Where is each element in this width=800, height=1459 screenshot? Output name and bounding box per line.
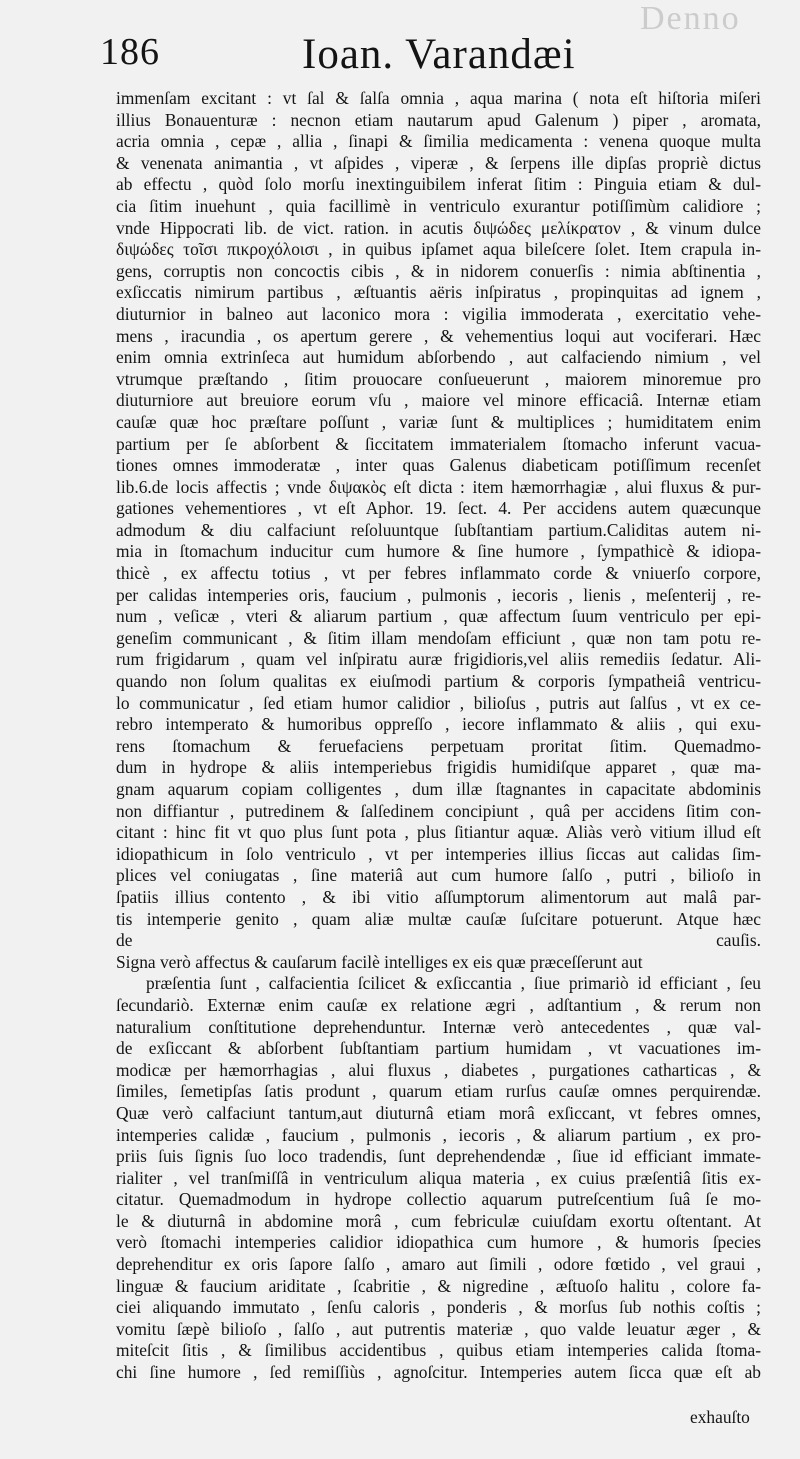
text-line: enim omnia extrinſeca aut humidum abſorbendo , aut calfaciendo nimium , vel	[116, 347, 761, 368]
text-line: dum in hydrope & aliis intemperiebus frigidis humidiſque apparet , quæ ma-	[116, 757, 761, 778]
page-header	[100, 30, 780, 92]
text-line: plices vel coniugatas , ſine materiâ aut cum humore ſalſo , putri , bilioſo in	[116, 865, 761, 886]
text-line: citatur. Quemadmodum in hydrope collectio aquarum putreſcentium ſuâ ſe mo-	[116, 1189, 761, 1210]
text-line: diuturnior in balneo aut laconico mora : vigilia immoderata , exercitatio vehe-	[116, 303, 761, 324]
text-line: de cauſis.	[116, 930, 761, 951]
text-line: verò ſtomachi intemperies calidior idiopathica cum humore , & humoris ſpecies	[116, 1232, 761, 1253]
text-line: διψώδες τοῖσι πικροχόλοισι , in quibus ipſamet aqua bileſcere ſolet. Item crapula in-	[116, 239, 761, 260]
text-line: vnde Hippocrati lib. de vict. ration. in acutis διψώδες μελίκρατον , & vinum dulce	[116, 217, 761, 238]
text-line: intemperies calidæ , faucium , pulmonis , iecoris , & aliarum partium , ex pro-	[116, 1124, 761, 1145]
text-line: de exſiccant & abſorbent ſubſtantiam partium humidam , vt vacuationes im-	[116, 1038, 761, 1059]
text-line: Signa verò affectus & cauſarum facilè intelliges ex eis quæ præceſſerunt aut	[116, 951, 643, 972]
text-line: ciei aliquando immutato , ſenſu caloris , ponderis , & morſus ſub nothis coſtis ;	[116, 1297, 761, 1318]
text-line: thicè , ex affectu totius , vt per febres inflammato corde & vniuerſo corpore,	[116, 563, 761, 584]
text-line: cauſæ quæ hoc præſtare poſſunt , variæ ſunt & multiplices ; humiditatem enim	[116, 411, 761, 432]
text-line: idiopathicum in ſolo ventriculo , vt per intemperies illius ſiccas aut calidas ſim-	[116, 843, 761, 864]
page-number: 186	[100, 31, 160, 73]
text-line: ſpatiis illius contento , & ibi vitio aſſumptorum alimentorum aut malâ par-	[116, 886, 761, 907]
catchword: exhauſto	[690, 1407, 750, 1427]
text-line: geneſim communicant , & ſitim illam mendoſam efficiunt , quæ non tam potu re-	[116, 627, 761, 648]
text-line: per calidas intemperies oris, faucium , pulmonis , iecoris , lienis , meſenterij , re-	[116, 584, 761, 605]
text-line: lo communicatur , ſed etiam humor calidior , bilioſus , putris aut ſalſus , vt ex ce-	[116, 692, 761, 713]
text-line: exſiccatis nimirum partibus , æſtuantis aëris inſpiratus , propinquitas ad ignem ,	[116, 282, 761, 303]
text-line: diuturniore aut breuiore eorum vſu , maiore vel minore efficaciâ. Internæ etiam	[116, 390, 761, 411]
body-text	[116, 88, 761, 1384]
text-line: num , veſicæ , vteri & aliarum partium , quæ affectum ſuum ventriculo per epi-	[116, 606, 761, 627]
text-line: vtrumque præſtando , ſitim prouocare conſueuerunt , maiorem minoremue pro	[116, 368, 761, 389]
text-line: citant : hinc fit vt quo plus ſunt pota , plus ſitiantur aquæ. Aliàs verò vitium illud eſt	[116, 822, 761, 843]
text-line: præſentia ſunt , calfacientia ſcilicet & exſiccantia , ſiue primariò id efficiant , ſeu	[146, 973, 761, 994]
text-line: tis intemperie genito , quam aliæ multæ cauſæ ſuſcitare potuerunt. Atque hæc	[116, 908, 761, 929]
show-through-text: Denno	[640, 0, 741, 37]
text-line: ſecundariò. Externæ enim cauſæ ex relatione ægri , adſtantium , & rerum non	[116, 994, 761, 1015]
text-line: vomitu ſæpè bilioſo , ſalſo , aut putrentis materiæ , quo valde leuatur æger , &	[116, 1318, 761, 1339]
text-line: deprehenditur ex oris ſapore ſalſo , amaro aut ſimili , odore fœtido , vel graui ,	[116, 1254, 761, 1275]
running-head: Ioan. Varandæi	[302, 31, 576, 78]
text-line: ab effectu , quòd ſolo morſu inextinguibilem inferat ſitim : Pinguia etiam & dul-	[116, 174, 761, 195]
text-line: illius Bonauenturæ : necnon etiam nautarum apud Galenum ) piper , aromata,	[116, 109, 761, 130]
text-line: rens ſtomachum & feruefaciens perpetuam proritat ſitim. Quemadmo-	[116, 735, 761, 756]
text-line: le & diuturnâ in abdomine morâ , cum febriculæ cuiuſdam exortu oſtentant. At	[116, 1210, 761, 1231]
text-line: gens, corruptis non concoctis cibis , & in nidorem conuerſis : nimia abſtinentia ,	[116, 260, 761, 281]
text-line: admodum & diu calfaciunt reſoluuntque ſubſtantiam partium.Caliditas autem ni-	[116, 519, 761, 540]
text-line: tiones omnes immoderatæ , inter quas Galenus diabeticam potiſſimum recenſet	[116, 455, 761, 476]
text-line: gationes vehementiores , vt eſt Aphor. 19. ſect. 4. Per accidens autem quæcunque	[116, 498, 761, 519]
text-line: mia in ſtomachum inducitur cum humore & ſine humore , ſympathicè & idiopa-	[116, 541, 761, 562]
text-line: ſimiles, ſemetipſas ſatis produnt , quarum etiam rurſus cauſæ omnes perquirendæ.	[116, 1081, 761, 1102]
text-line: naturalium conſtitutione deprehenduntur. Internæ verò antecedentes , quæ val-	[116, 1016, 761, 1037]
text-line: Quæ verò calfaciunt tantum,aut diuturnâ etiam morâ exſiccant, vt febres omnes,	[116, 1102, 761, 1123]
text-line: miteſcit ſitis , & ſimilibus accidentibus , quibus etiam intemperies calida ſtoma-	[116, 1340, 761, 1361]
text-line: rialiter , vel tranſmiſſâ in ventriculum aliqua materia , ex cuius præſentiâ ſitis ex-	[116, 1167, 761, 1188]
text-line: & venenata animantia , vt aſpides , viperæ , & ſerpens ille dipſas propriè dictus	[116, 152, 761, 173]
text-line: priis ſuis ſignis ſuo loco tradendis, ſunt deprehendendæ , ſiue id efficiant immate-	[116, 1146, 761, 1167]
text-line: non diffiantur , putredinem & ſalſedinem concipiunt , quâ per accidens ſitim con-	[116, 800, 761, 821]
text-line: cia ſitim inuehunt , quia facillimè in ventriculo exurantur potiſſimùm calidiore ;	[116, 195, 761, 216]
text-line: modicæ per hæmorrhagias , alui fluxus , diabetes , purgationes catharticas , &	[116, 1059, 761, 1080]
text-line: immenſam excitant : vt ſal & ſalſa omnia , aqua marina ( nota eſt hiſtoria miſeri	[116, 88, 761, 108]
text-line: quando non ſolum qualitas ex eiuſmodi partium & corporis ſympatheiâ ventricu-	[116, 671, 761, 692]
text-line: partium per ſe abſorbent & ſiccitatem immaterialem ſtomacho inferunt vacua-	[116, 433, 761, 454]
text-line: lib.6.de locis affectis ; vnde διψακὸς eſt dicta : item hæmorrhagiæ , alui fluxus & pur-	[116, 476, 761, 497]
text-line: gnam aquarum copiam colligentes , dum illæ ſtagnantes in capacitate abdominis	[116, 779, 761, 799]
text-line: acria omnia , cepæ , allia , ſinapi & ſimilia medicamenta : venena quoque multa	[116, 131, 761, 152]
text-line: linguæ & faucium ariditate , ſcabritie , & nigredine , æſtuoſo halitu , colore fa-	[116, 1275, 761, 1296]
text-line: rebro intemperato & humoribus oppreſſo , iecore inflammato & aliis , qui exu-	[116, 714, 761, 735]
text-line: chi ſine humore , ſed remiſſiùs , agnoſcitur. Intemperies autem ſicca quæ eſt ab	[116, 1362, 761, 1383]
text-line: rum frigidarum , quam vel inſpiratu auræ frigidioris,vel aliis remediis ſedatur. Ali-	[116, 649, 761, 670]
text-line: mens , iracundia , os apertum gerere , & vehementius loqui aut vociferari. Hæc	[116, 325, 761, 346]
